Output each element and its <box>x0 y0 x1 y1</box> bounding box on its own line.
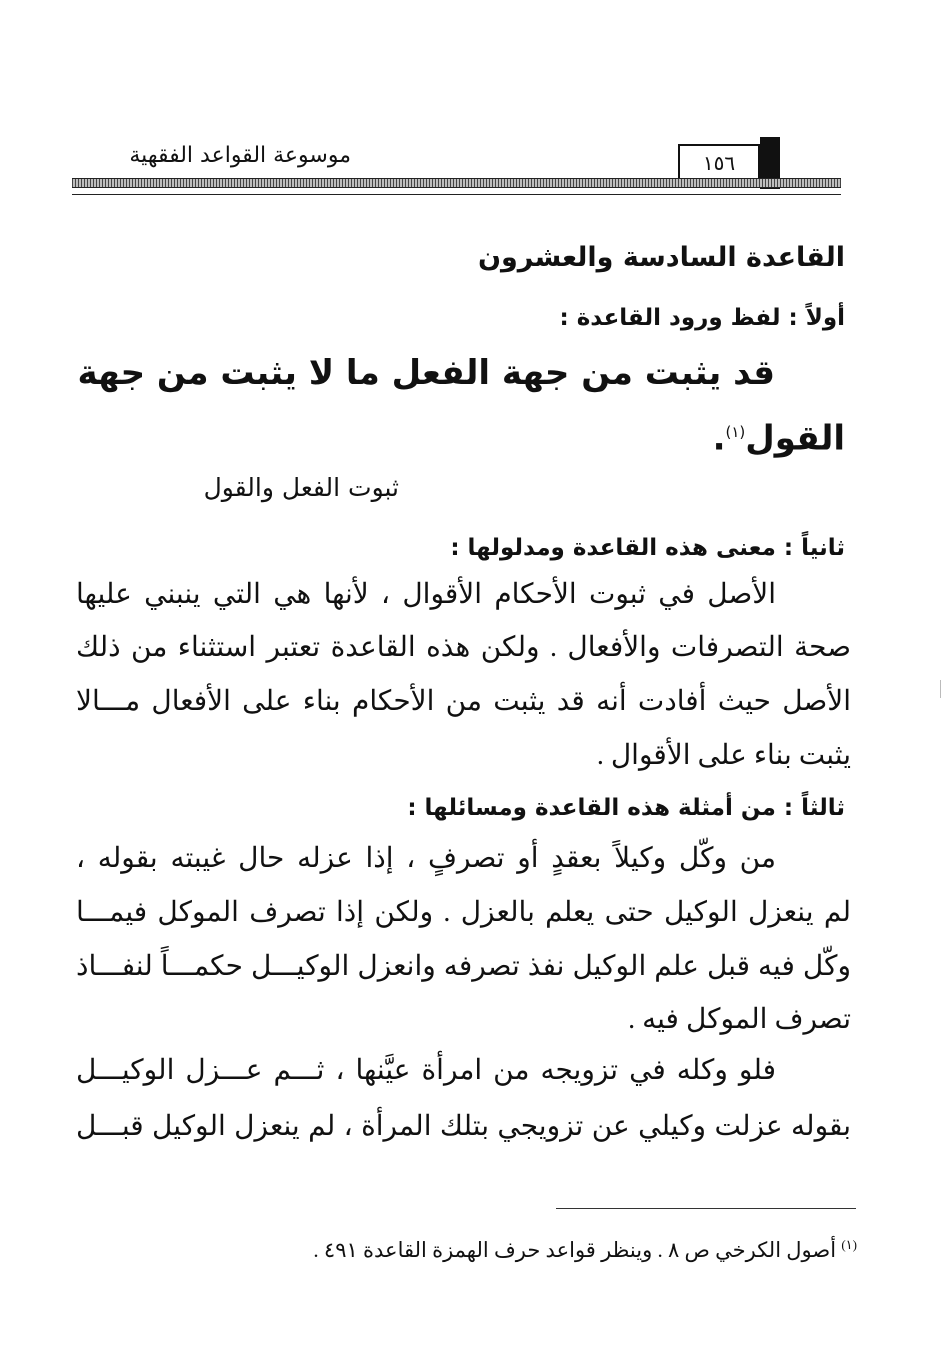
footnote-separator <box>556 1208 856 1209</box>
paragraph-line: من وكّل وكيلاً بعقدٍ أو تصرفٍ ، إذا عزله حال غيبته بقوله ، <box>76 843 776 874</box>
rule-text-period: . <box>712 418 726 459</box>
section1-heading: أولاً : لفظ ورود القاعدة : <box>559 305 845 331</box>
paragraph-line: تصرف الموكل فيه . <box>628 1004 851 1035</box>
footnote <box>313 1228 857 1267</box>
footnote-marker: (١) <box>841 1237 857 1252</box>
paragraph-line: الأصل في ثبوت الأحكام الأقوال ، لأنها هي التي ينبني عليها <box>76 579 776 610</box>
paragraph-line: صحة التصرفات والأفعال . ولكن هذه القاعدة تعتبر استثناء من ذلك <box>76 632 851 663</box>
paragraph-line: فلو وكله في تزويجه من امرأة عيَّنها ، ثـــم عـــزل الوكيـــل <box>76 1055 776 1086</box>
rule-subtitle: ثبوت الفعل والقول <box>203 473 399 502</box>
rule-title: القاعدة السادسة والعشرون <box>477 242 845 273</box>
paragraph-line: بقوله عزلت وكيلي عن تزويجي بتلك المرأة ، لم ينعزل الوكيل قبـــل <box>76 1111 851 1142</box>
rule-text-line-1: قد يثبت من جهة الفعل ما لا يثبت من جهة <box>77 353 775 393</box>
rule-text-word: القول <box>745 418 845 459</box>
header-rule-band <box>72 178 841 188</box>
footnote-ref: (١) <box>725 423 746 441</box>
section2-heading: ثانياً : معنى هذه القاعدة ومدلولها : <box>450 535 845 561</box>
scan-mark <box>940 680 941 698</box>
rule-text-line-2 <box>713 405 845 465</box>
section3-heading: ثالثاً : من أمثلة هذه القاعدة ومسائلها : <box>407 795 845 821</box>
header-rule-thin <box>72 194 841 195</box>
footnote-text: أصول الكرخي ص ٨ . وينظر قواعد حرف الهمزة القاعدة ٤٩١ . <box>313 1238 837 1262</box>
book-title: موسوعة القواعد الفقهية <box>129 143 351 168</box>
page-number: ١٥٦ <box>678 144 760 180</box>
paragraph-line: الأصل حيث أفادت أنه قد يثبت من الأحكام بناء على الأفعال مـــالا <box>76 686 851 717</box>
paragraph-line: لم ينعزل الوكيل حتى يعلم بالعزل . ولكن إذا تصرف الموكل فيمـــا <box>76 897 851 928</box>
paragraph-line: يثبت بناء على الأقوال . <box>596 740 851 771</box>
paragraph-line: وكّل فيه قبل علم الوكيل نفذ تصرفه وانعزل الوكيـــل حكمـــاً لنفـــاذ <box>76 951 851 982</box>
